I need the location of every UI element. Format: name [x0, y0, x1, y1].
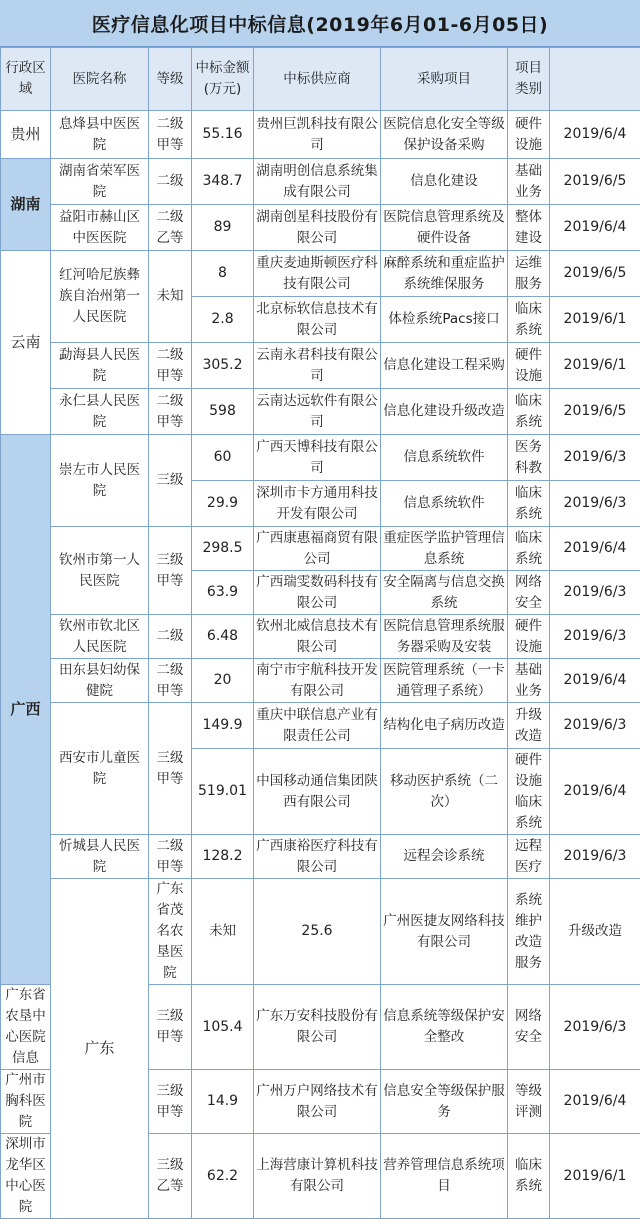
category-cell: 临床系统 — [508, 1134, 550, 1219]
amount-cell: 60 — [192, 435, 254, 481]
amount-cell: 149.9 — [192, 703, 254, 749]
supplier-cell: 云南永君科技有限公司 — [254, 343, 381, 389]
hospital-cell: 深圳市龙华区中心医院 — [1, 1134, 51, 1219]
category-cell: 医务科教 — [508, 435, 550, 481]
grade-cell: 三级乙等 — [149, 1134, 192, 1219]
project-cell: 信息化建设 — [381, 159, 508, 205]
supplier-cell: 重庆麦迪斯顿医疗科技有限公司 — [254, 251, 381, 297]
region-cell: 贵州 — [1, 111, 51, 159]
date-cell: 2019/6/4 — [550, 527, 640, 571]
supplier-cell: 上海营康计算机科技有限公司 — [254, 1134, 381, 1219]
page-title: 医疗信息化项目中标信息(2019年6月01-6月05日) — [0, 0, 640, 47]
supplier-cell: 深圳市卡方通用科技开发有限公司 — [254, 481, 381, 527]
grade-cell: 未知 — [192, 879, 254, 985]
date-cell: 2019/6/5 — [550, 389, 640, 435]
category-cell: 硬件设施 — [508, 343, 550, 389]
supplier-cell: 广西康裕医疗科技有限公司 — [254, 835, 381, 879]
category-cell: 临床系统 — [508, 297, 550, 343]
amount-cell: 305.2 — [192, 343, 254, 389]
supplier-cell: 广西康惠福商贸有限公司 — [254, 527, 381, 571]
category-cell: 硬件设施 — [508, 615, 550, 659]
category-cell: 运维服务 — [508, 251, 550, 297]
category-cell: 网络安全 — [508, 985, 550, 1070]
table-row — [1, 343, 640, 389]
amount-cell: 63.9 — [192, 571, 254, 615]
grade-cell: 三级 — [149, 435, 192, 527]
header-supplier: 中标供应商 — [254, 48, 381, 111]
date-cell: 2019/6/4 — [550, 205, 640, 251]
bid-table — [0, 47, 640, 1219]
table-row — [1, 159, 640, 205]
project-cell: 医院信息化安全等级保护设备采购 — [381, 111, 508, 159]
date-cell: 2019/6/1 — [550, 1134, 640, 1219]
amount-cell: 105.4 — [192, 985, 254, 1070]
category-cell: 整体建设 — [508, 205, 550, 251]
table-row — [1, 879, 640, 985]
date-cell: 2019/6/3 — [550, 481, 640, 527]
header-grade: 等级 — [149, 48, 192, 111]
hospital-cell: 西安市儿童医院 — [51, 703, 149, 835]
table-row — [1, 435, 640, 481]
date-cell: 2019/6/1 — [550, 297, 640, 343]
amount-cell: 6.48 — [192, 615, 254, 659]
supplier-cell: 广州万户网络技术有限公司 — [254, 1070, 381, 1134]
supplier-cell: 钦州北威信息技术有限公司 — [254, 615, 381, 659]
date-cell: 2019/6/4 — [550, 111, 640, 159]
amount-cell: 29.9 — [192, 481, 254, 527]
date-cell: 2019/6/5 — [550, 159, 640, 205]
amount-cell: 598 — [192, 389, 254, 435]
amount-cell: 20 — [192, 659, 254, 703]
amount-cell: 14.9 — [192, 1070, 254, 1134]
hospital-cell: 广州市胸科医院 — [1, 1070, 51, 1134]
project-cell: 信息系统等级保护安全整改 — [381, 985, 508, 1070]
grade-cell: 二级甲等 — [149, 389, 192, 435]
grade-cell: 二级甲等 — [149, 835, 192, 879]
project-cell: 系统维护改造服务 — [508, 879, 550, 985]
project-cell: 医院信息管理系统服务器采购及安装 — [381, 615, 508, 659]
project-cell: 信息系统软件 — [381, 435, 508, 481]
date-cell: 2019/6/1 — [550, 343, 640, 389]
category-cell: 等级评测 — [508, 1070, 550, 1134]
table-row — [1, 703, 640, 749]
project-cell: 信息安全等级保护服务 — [381, 1070, 508, 1134]
grade-cell: 二级甲等 — [149, 659, 192, 703]
table-row — [1, 111, 640, 159]
category-cell: 硬件设施 — [508, 111, 550, 159]
date-cell: 2019/6/4 — [550, 1070, 640, 1134]
amount-cell: 298.5 — [192, 527, 254, 571]
project-cell: 医院信息管理系统及硬件设备 — [381, 205, 508, 251]
grade-cell: 三级甲等 — [149, 527, 192, 615]
project-cell: 营养管理信息系统项目 — [381, 1134, 508, 1219]
amount-cell: 25.6 — [254, 879, 381, 985]
project-cell: 医院管理系统（一卡通管理子系统） — [381, 659, 508, 703]
table-row — [1, 251, 640, 297]
amount-cell: 89 — [192, 205, 254, 251]
hospital-cell: 红河哈尼族彝族自治州第一人民医院 — [51, 251, 149, 343]
table-row — [1, 659, 640, 703]
supplier-cell: 云南达远软件有限公司 — [254, 389, 381, 435]
region-cell: 云南 — [1, 251, 51, 435]
amount-cell: 55.16 — [192, 111, 254, 159]
project-cell: 信息化建设升级改造 — [381, 389, 508, 435]
table-row — [1, 527, 640, 571]
date-cell: 2019/6/3 — [550, 435, 640, 481]
category-cell: 临床系统 — [508, 481, 550, 527]
supplier-cell: 中国移动通信集团陕西有限公司 — [254, 749, 381, 835]
supplier-cell: 贵州巨凯科技有限公司 — [254, 111, 381, 159]
grade-cell: 三级甲等 — [149, 1070, 192, 1134]
header-project: 采购项目 — [381, 48, 508, 111]
supplier-cell: 广东万安科技股份有限公司 — [254, 985, 381, 1070]
project-cell: 移动医护系统（二次） — [381, 749, 508, 835]
hospital-cell: 勐海县人民医院 — [51, 343, 149, 389]
supplier-cell: 广西瑞雯数码科技有限公司 — [254, 571, 381, 615]
project-cell: 结构化电子病历改造 — [381, 703, 508, 749]
region-cell: 湖南 — [1, 159, 51, 251]
amount-cell: 128.2 — [192, 835, 254, 879]
grade-cell: 二级乙等 — [149, 205, 192, 251]
header-row — [1, 48, 640, 111]
date-cell: 2019/6/3 — [550, 703, 640, 749]
hospital-cell: 崇左市人民医院 — [51, 435, 149, 527]
category-cell: 远程医疗 — [508, 835, 550, 879]
project-cell: 信息系统软件 — [381, 481, 508, 527]
supplier-cell: 湖南明创信息系统集成有限公司 — [254, 159, 381, 205]
project-cell: 远程会诊系统 — [381, 835, 508, 879]
supplier-cell: 南宁市宇航科技开发有限公司 — [254, 659, 381, 703]
region-cell: 广西 — [1, 435, 51, 985]
hospital-cell: 广东省茂名农垦医院 — [149, 879, 192, 985]
table-row — [1, 615, 640, 659]
grade-cell: 三级甲等 — [149, 985, 192, 1070]
hospital-cell: 益阳市赫山区中医医院 — [51, 205, 149, 251]
date-cell: 2019/6/4 — [550, 659, 640, 703]
date-cell: 2019/6/3 — [550, 985, 640, 1070]
category-cell: 基础业务 — [508, 159, 550, 205]
grade-cell: 二级甲等 — [149, 111, 192, 159]
category-cell: 临床系统 — [508, 527, 550, 571]
grade-cell: 二级 — [149, 159, 192, 205]
date-cell: 2019/6/4 — [550, 749, 640, 835]
project-cell: 信息化建设工程采购 — [381, 343, 508, 389]
table-row — [1, 835, 640, 879]
amount-cell: 8 — [192, 251, 254, 297]
header-hospital: 医院名称 — [51, 48, 149, 111]
grade-cell: 二级 — [149, 615, 192, 659]
category-cell: 升级改造 — [508, 703, 550, 749]
header-amount: 中标金额(万元) — [192, 48, 254, 111]
grade-cell: 未知 — [149, 251, 192, 343]
hospital-cell: 钦州市钦北区人民医院 — [51, 615, 149, 659]
project-cell: 体检系统Pacs接口 — [381, 297, 508, 343]
supplier-cell: 广西天博科技有限公司 — [254, 435, 381, 481]
grade-cell: 三级甲等 — [149, 703, 192, 835]
header-region: 行政区域 — [1, 48, 51, 111]
date-cell: 2019/6/5 — [550, 251, 640, 297]
hospital-cell: 忻城县人民医院 — [51, 835, 149, 879]
category-cell: 网络安全 — [508, 571, 550, 615]
project-cell: 重症医学监护管理信息系统 — [381, 527, 508, 571]
amount-cell: 348.7 — [192, 159, 254, 205]
date-cell: 2019/6/3 — [550, 615, 640, 659]
region-cell: 广东 — [51, 879, 149, 1219]
category-cell: 基础业务 — [508, 659, 550, 703]
date-cell: 2019/6/3 — [550, 571, 640, 615]
supplier-cell: 北京标软信息技术有限公司 — [254, 297, 381, 343]
hospital-cell: 田东县妇幼保健院 — [51, 659, 149, 703]
category-cell: 升级改造 — [550, 879, 640, 985]
hospital-cell: 广东省农垦中心医院信息 — [1, 985, 51, 1070]
table-row — [1, 389, 640, 435]
hospital-cell: 钦州市第一人民医院 — [51, 527, 149, 615]
category-cell: 临床系统 — [508, 389, 550, 435]
table-row — [1, 205, 640, 251]
hospital-cell: 湖南省荣军医院 — [51, 159, 149, 205]
grade-cell: 二级甲等 — [149, 343, 192, 389]
project-cell: 麻醉系统和重症监护系统维保服务 — [381, 251, 508, 297]
header-date — [550, 48, 640, 111]
amount-cell: 519.01 — [192, 749, 254, 835]
supplier-cell: 广州医捷友网络科技有限公司 — [381, 879, 508, 985]
hospital-cell: 永仁县人民医院 — [51, 389, 149, 435]
project-cell: 安全隔离与信息交换系统 — [381, 571, 508, 615]
amount-cell: 2.8 — [192, 297, 254, 343]
category-cell: 硬件设施临床系统 — [508, 749, 550, 835]
amount-cell: 62.2 — [192, 1134, 254, 1219]
header-category: 项目类别 — [508, 48, 550, 111]
supplier-cell: 重庆中联信息产业有限责任公司 — [254, 703, 381, 749]
supplier-cell: 湖南创星科技股份有限公司 — [254, 205, 381, 251]
hospital-cell: 息烽县中医医院 — [51, 111, 149, 159]
date-cell: 2019/6/3 — [550, 835, 640, 879]
